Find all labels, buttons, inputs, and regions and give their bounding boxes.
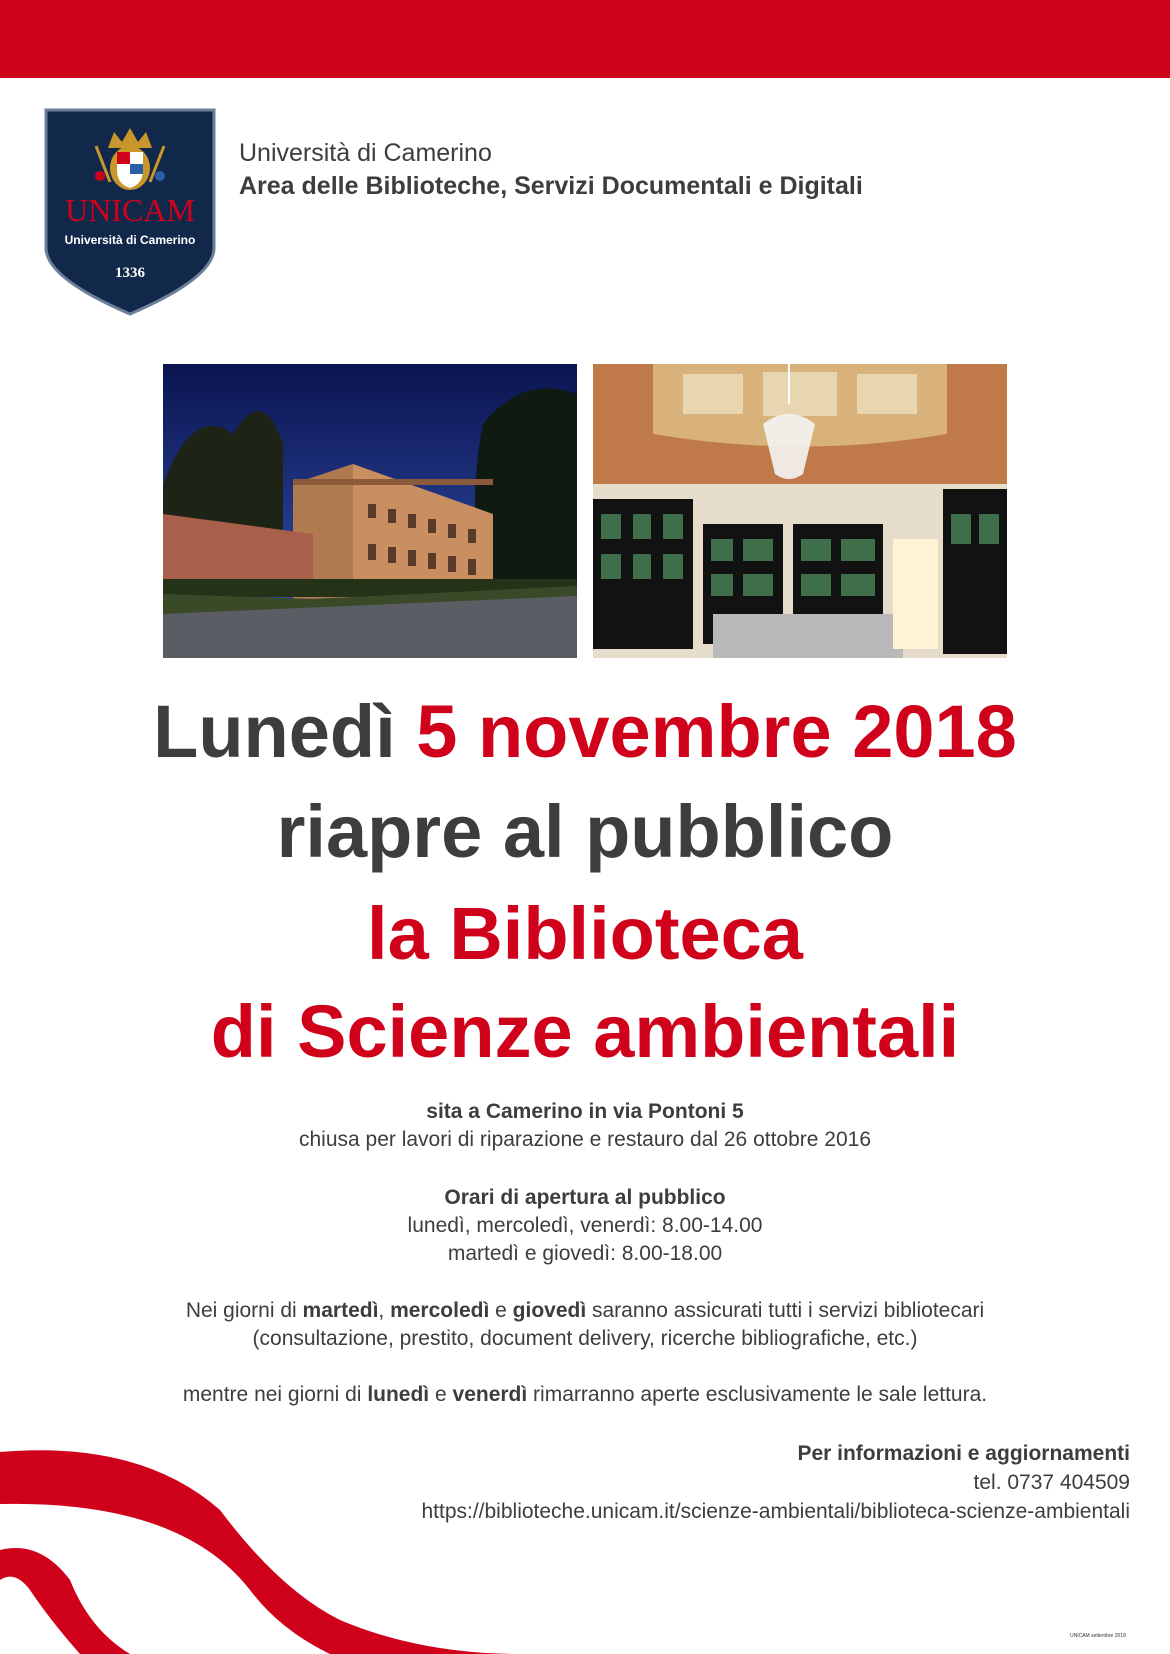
- services-sep: e: [489, 1299, 513, 1322]
- contact-block: [421, 1439, 1130, 1526]
- reading-day-monday: lunedì: [367, 1383, 430, 1406]
- opening-hours: [0, 1184, 1170, 1268]
- services-day-tuesday: martedì: [302, 1299, 379, 1322]
- contact-phone[interactable]: tel. 0737 404509: [973, 1471, 1130, 1494]
- headline-library: la Biblioteca: [367, 892, 803, 975]
- reading-prefix: mentre nei giorni di: [182, 1383, 368, 1406]
- headline-day: Lunedì: [153, 690, 417, 773]
- unicam-logo: [44, 108, 216, 318]
- headline-reopens: riapre al pubblico: [276, 790, 894, 873]
- headline-date-value: 5 novembre 2018: [416, 690, 1017, 773]
- reading-rooms-note: [0, 1381, 1170, 1409]
- building-exterior-photo: [163, 364, 577, 658]
- services-note: [0, 1297, 1170, 1353]
- logo-subtitle: Università di Camerino: [64, 233, 196, 247]
- hours-title: Orari di apertura al pubblico: [444, 1186, 726, 1209]
- services-sep: ,: [378, 1299, 391, 1322]
- hours-line-1: lunedì, mercoledì, venerdì: 8.00-14.00: [407, 1214, 763, 1237]
- location-block: [0, 1098, 1170, 1154]
- services-day-wednesday: mercoledì: [390, 1299, 490, 1322]
- reading-day-friday: venerdì: [452, 1383, 528, 1406]
- hours-line-2: martedì e giovedì: 8.00-18.00: [447, 1242, 723, 1265]
- logo-year: 1336: [115, 265, 145, 281]
- services-suffix: saranno assicurati tutti i servizi bibliotecari: [586, 1299, 985, 1322]
- contact-url-link[interactable]: https://biblioteche.unicam.it/scienze-ambientali/biblioteca-scienze-ambientali: [421, 1500, 1130, 1523]
- logo-wordmark: UNICAM: [65, 192, 195, 228]
- reading-sep: e: [429, 1383, 453, 1406]
- contact-title: Per informazioni e aggiornamenti: [797, 1442, 1130, 1465]
- location-address: sita a Camerino in via Pontoni 5: [426, 1100, 744, 1123]
- closure-note: chiusa per lavori di riparazione e restauro dal 26 ottobre 2016: [298, 1128, 871, 1151]
- area-name: Area delle Biblioteche, Servizi Documentali e Digitali: [239, 172, 863, 200]
- library-interior-photo: [593, 364, 1007, 658]
- services-list: (consultazione, prestito, document delivery, ricerche bibliografiche, etc.): [252, 1327, 918, 1350]
- headline-date: [0, 688, 1170, 776]
- services-prefix: Nei giorni di: [185, 1299, 303, 1322]
- reading-suffix: rimarranno aperte esclusivamente le sale lettura.: [527, 1383, 988, 1406]
- organization-header: [239, 137, 863, 203]
- headline-library-name: di Scienze ambientali: [210, 990, 960, 1073]
- footnote: UNICAM settembre 2018: [1070, 1633, 1126, 1639]
- top-red-bar: [0, 0, 1170, 78]
- services-day-thursday: giovedì: [512, 1299, 587, 1322]
- university-name: Università di Camerino: [239, 139, 492, 167]
